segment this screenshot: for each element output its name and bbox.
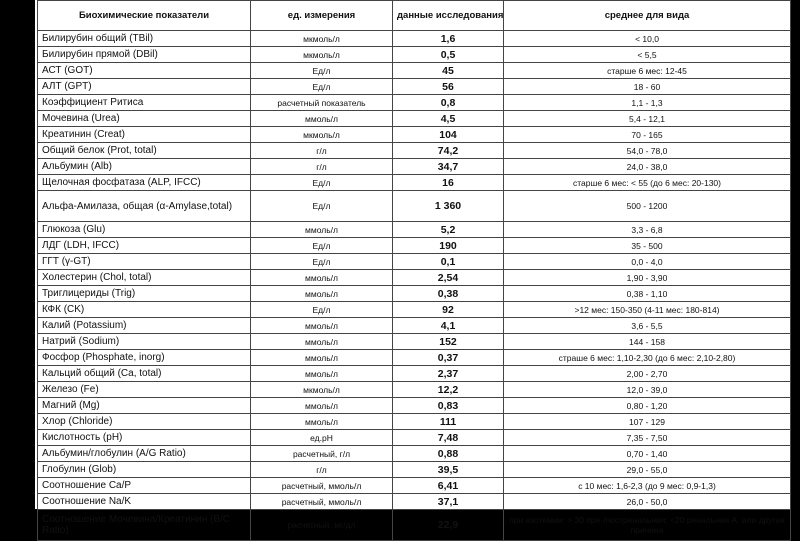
- row-value: 0,88: [393, 446, 504, 462]
- row-unit: ммоль/л: [251, 334, 393, 350]
- row-name: Триглицериды (Trig): [38, 286, 251, 302]
- table-row: [38, 31, 791, 47]
- row-name: Глобулин (Glob): [38, 462, 251, 478]
- row-reference: 3,6 - 5,5: [504, 318, 791, 334]
- row-unit: Ед/л: [251, 302, 393, 318]
- table-row: [38, 191, 791, 222]
- row-value: 56: [393, 79, 504, 95]
- table-row: [38, 334, 791, 350]
- row-name: Билирубин общий (TBil): [38, 31, 251, 47]
- row-name: Железо (Fe): [38, 382, 251, 398]
- row-unit: Ед/л: [251, 63, 393, 79]
- table-row: [38, 414, 791, 430]
- row-name: Фосфор (Phosphate, inorg): [38, 350, 251, 366]
- row-reference: 26,0 - 50,0: [504, 494, 791, 510]
- row-value: 190: [393, 238, 504, 254]
- row-unit: мкмоль/л: [251, 382, 393, 398]
- row-value: 0,5: [393, 47, 504, 63]
- row-unit: ммоль/л: [251, 350, 393, 366]
- row-reference: 0,0 - 4,0: [504, 254, 791, 270]
- row-reference: страше 6 мес: 1,10-2,30 (до 6 мес: 2,10-2,80): [504, 350, 791, 366]
- table-row: [38, 95, 791, 111]
- table-row: [38, 350, 791, 366]
- row-unit: расчетный, г/л: [251, 446, 393, 462]
- header-value: данные исследования: [393, 1, 504, 31]
- row-reference: 5,4 - 12,1: [504, 111, 791, 127]
- row-name: Билирубин прямой (DBil): [38, 47, 251, 63]
- row-reference: 24,0 - 38,0: [504, 159, 791, 175]
- table-row: [38, 446, 791, 462]
- table-row: [38, 510, 791, 541]
- row-value: 0,8: [393, 95, 504, 111]
- table-row: [38, 127, 791, 143]
- row-name: Щелочная фосфатаза (ALP, IFCC): [38, 175, 251, 191]
- row-unit: ммоль/л: [251, 366, 393, 382]
- row-unit: Ед/л: [251, 254, 393, 270]
- row-unit: Ед/л: [251, 79, 393, 95]
- row-name: Соотношение Мочевина/Креатинин (B/C Ratio): [38, 510, 251, 541]
- row-unit: ммоль/л: [251, 270, 393, 286]
- table-row: [38, 63, 791, 79]
- row-value: 2,54: [393, 270, 504, 286]
- row-unit: Ед/л: [251, 238, 393, 254]
- row-reference: 35 - 500: [504, 238, 791, 254]
- row-reference: 1,90 - 3,90: [504, 270, 791, 286]
- row-unit: расчетный, мг/дл: [251, 510, 393, 541]
- row-value: 4,1: [393, 318, 504, 334]
- row-name: ГГТ (γ-GT): [38, 254, 251, 270]
- row-name: Кальций общий (Ca, total): [38, 366, 251, 382]
- row-value: 12,2: [393, 382, 504, 398]
- row-unit: г/л: [251, 462, 393, 478]
- row-name: Альбумин (Alb): [38, 159, 251, 175]
- row-value: 104: [393, 127, 504, 143]
- header-unit: ед. измерения: [251, 1, 393, 31]
- row-unit: ммоль/л: [251, 318, 393, 334]
- row-reference: 107 - 129: [504, 414, 791, 430]
- row-unit: ммоль/л: [251, 222, 393, 238]
- table-body: [38, 31, 791, 541]
- row-unit: ммоль/л: [251, 111, 393, 127]
- table-row: [38, 494, 791, 510]
- row-value: 0,38: [393, 286, 504, 302]
- row-name: Альфа-Амилаза, общая (α-Amylase,total): [38, 191, 251, 222]
- row-unit: расчетный, ммоль/л: [251, 478, 393, 494]
- row-name: Общий белок (Prot, total): [38, 143, 251, 159]
- row-name: Коэффициент Ритиса: [38, 95, 251, 111]
- row-unit: г/л: [251, 143, 393, 159]
- header-name: Биохимические показатели: [38, 1, 251, 31]
- row-reference: 18 - 60: [504, 79, 791, 95]
- row-value: 92: [393, 302, 504, 318]
- row-reference: < 5,5: [504, 47, 791, 63]
- row-reference: старше 6 мес: 12-45: [504, 63, 791, 79]
- row-unit: расчетный, ммоль/л: [251, 494, 393, 510]
- table-row: [38, 382, 791, 398]
- row-unit: ммоль/л: [251, 398, 393, 414]
- row-value: 1,6: [393, 31, 504, 47]
- row-value: 152: [393, 334, 504, 350]
- row-value: 111: [393, 414, 504, 430]
- row-name: Альбумин/глобулин (A/G Ratio): [38, 446, 251, 462]
- row-name: АЛТ (GPT): [38, 79, 251, 95]
- row-name: Калий (Potassium): [38, 318, 251, 334]
- row-name: Соотношение Ca/P: [38, 478, 251, 494]
- row-name: АСТ (GOT): [38, 63, 251, 79]
- row-reference: при азотемии: > 30 пре-/постренальная; <20 ренальная А. или другая причина: [504, 510, 791, 541]
- row-name: Соотношение Na/K: [38, 494, 251, 510]
- row-value: 45: [393, 63, 504, 79]
- biochemistry-table: [37, 0, 791, 541]
- row-unit: расчетный показатель: [251, 95, 393, 111]
- results-sheet: [35, 0, 791, 536]
- row-reference: < 10,0: [504, 31, 791, 47]
- row-unit: ммоль/л: [251, 414, 393, 430]
- row-value: 4,5: [393, 111, 504, 127]
- table-row: [38, 462, 791, 478]
- row-reference: 70 - 165: [504, 127, 791, 143]
- row-value: 16: [393, 175, 504, 191]
- table-row: [38, 175, 791, 191]
- table-row: [38, 254, 791, 270]
- table-row: [38, 366, 791, 382]
- row-name: ЛДГ (LDH, IFCC): [38, 238, 251, 254]
- row-value: 6,41: [393, 478, 504, 494]
- row-reference: 500 - 1200: [504, 191, 791, 222]
- table-row: [38, 222, 791, 238]
- row-reference: 12,0 - 39,0: [504, 382, 791, 398]
- row-reference: 29,0 - 55,0: [504, 462, 791, 478]
- table-row: [38, 478, 791, 494]
- table-row: [38, 47, 791, 63]
- row-name: Кислотность (pH): [38, 430, 251, 446]
- table-row: [38, 111, 791, 127]
- table-header-row: [38, 1, 791, 31]
- row-reference: 0,70 - 1,40: [504, 446, 791, 462]
- row-unit: ед.pH: [251, 430, 393, 446]
- row-value: 5,2: [393, 222, 504, 238]
- row-value: 39,5: [393, 462, 504, 478]
- row-name: Хлор (Chloride): [38, 414, 251, 430]
- row-reference: 7,35 - 7,50: [504, 430, 791, 446]
- table-row: [38, 286, 791, 302]
- row-unit: Ед/л: [251, 175, 393, 191]
- row-unit: мкмоль/л: [251, 47, 393, 63]
- row-value: 2,37: [393, 366, 504, 382]
- row-unit: мкмоль/л: [251, 127, 393, 143]
- row-name: Магний (Mg): [38, 398, 251, 414]
- row-reference: с 10 мес: 1,6-2,3 (до 9 мес: 0,9-1,3): [504, 478, 791, 494]
- row-reference: 0,80 - 1,20: [504, 398, 791, 414]
- table-row: [38, 398, 791, 414]
- row-name: Креатинин (Creat): [38, 127, 251, 143]
- row-reference: старше 6 мес: < 55 (до 6 мес: 20-130): [504, 175, 791, 191]
- table-row: [38, 302, 791, 318]
- row-value: 34,7: [393, 159, 504, 175]
- row-name: Мочевина (Urea): [38, 111, 251, 127]
- table-row: [38, 79, 791, 95]
- row-unit: ммоль/л: [251, 286, 393, 302]
- row-value: 37,1: [393, 494, 504, 510]
- row-reference: 1,1 - 1,3: [504, 95, 791, 111]
- row-value: 22,9: [393, 510, 504, 541]
- table-row: [38, 430, 791, 446]
- table-row: [38, 238, 791, 254]
- row-reference: 0,38 - 1,10: [504, 286, 791, 302]
- row-name: Холестерин (Chol, total): [38, 270, 251, 286]
- row-name: Натрий (Sodium): [38, 334, 251, 350]
- table-row: [38, 318, 791, 334]
- row-name: Глюкоза (Glu): [38, 222, 251, 238]
- table-row: [38, 159, 791, 175]
- row-unit: г/л: [251, 159, 393, 175]
- row-value: 0,1: [393, 254, 504, 270]
- row-value: 0,83: [393, 398, 504, 414]
- row-value: 74,2: [393, 143, 504, 159]
- row-value: 7,48: [393, 430, 504, 446]
- row-reference: >12 мес: 150-350 (4-11 мес: 180-814): [504, 302, 791, 318]
- row-reference: 144 - 158: [504, 334, 791, 350]
- header-reference: среднее для вида: [504, 1, 791, 31]
- table-row: [38, 270, 791, 286]
- row-unit: Ед/л: [251, 191, 393, 222]
- row-reference: 2,00 - 2,70: [504, 366, 791, 382]
- row-reference: 3,3 - 6,8: [504, 222, 791, 238]
- row-value: 0,37: [393, 350, 504, 366]
- row-unit: мкмоль/л: [251, 31, 393, 47]
- row-name: КФК (CK): [38, 302, 251, 318]
- row-value: 1 360: [393, 191, 504, 222]
- row-reference: 54,0 - 78,0: [504, 143, 791, 159]
- table-row: [38, 143, 791, 159]
